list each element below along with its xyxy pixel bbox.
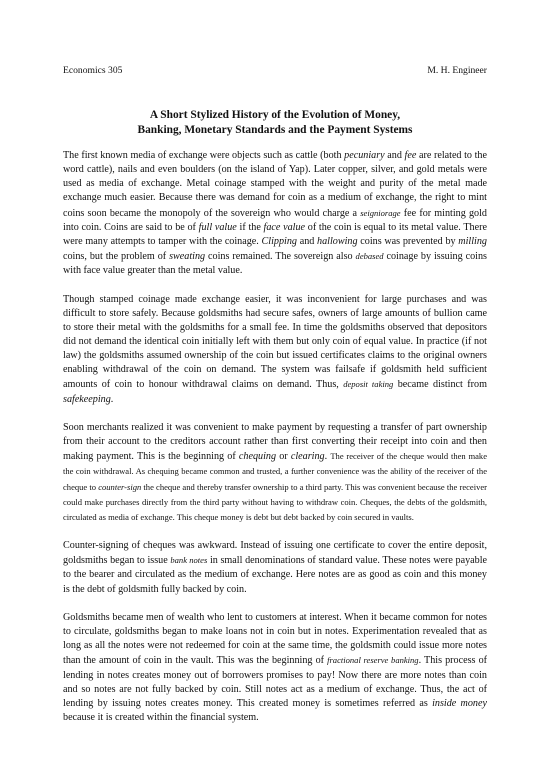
- emphasis: pecuniary: [344, 150, 385, 161]
- text-run: .: [110, 393, 114, 405]
- title-line-1: A Short Stylized History of the Evolution of Money,: [149, 109, 401, 121]
- emphasis: clearing: [290, 451, 325, 463]
- emphasis: face value: [263, 221, 306, 233]
- text-run: The receiver of the cheque would then make the coin withdrawal. As chequing became common and trusted, a further convenience was the ability of the receiver of the cheque to: [63, 451, 488, 492]
- text-run: and: [384, 150, 405, 161]
- emphasis: bank notes: [170, 555, 208, 566]
- text-run: are related to the word cattle), nails and even boulders (on the island of Yap). Later copper, silver, and gold metals were used as media of exchange. Metal coinage stamped with the weight and purity of the metal made exchange much easier. Because there was demand for coin as a medium of exchange, the right to mint coins soon became the monopoly of the sovereign who would charge a: [63, 150, 487, 219]
- text-run: The first known media of exchange were objects such as cattle (both: [63, 150, 345, 161]
- emphasis: hallowing: [317, 235, 358, 247]
- text-run: Counter-signing of cheques was awkward. Instead of issuing one certificate to cover the entire deposit, goldsmiths began to issue: [63, 540, 487, 567]
- document-body: [63, 149, 487, 739]
- text-run: . This process of lending in notes creates money out of borrowers promises to pay! Now there are more notes than coin and so notes are not fully backed by coin. Still notes act as a medium of exchange. Thus, the act of lending by issuing notes creates money. This created money is sometimes referred as: [63, 655, 488, 709]
- paragraph-bank-notes: [63, 539, 487, 597]
- text-run: coins remained. The sovereign also: [205, 251, 356, 263]
- text-run: Soon merchants realized it was convenient to make payment by requesting a transfer of part ownership from their account to the creditors account rather than first converting their receipt into coin and then making payment. This is the beginning of: [63, 421, 487, 463]
- text-run: and: [297, 235, 318, 247]
- text-run: coins, but the problem of: [63, 251, 170, 263]
- emphasis: fractional reserve banking: [327, 655, 419, 666]
- paragraph-fractional-reserve: [63, 611, 487, 725]
- emphasis: fee: [404, 150, 417, 161]
- text-run: the cheque and thereby transfer ownership to a third party. This was convenient because the receiver could make purchases directly from the third party without having to withdraw coin. Cheques, the debts of the goldsmith, circulated as media of exchange. This cheque money is debt but debt backed by coin secured in vaults.: [63, 481, 487, 522]
- emphasis: inside money: [432, 697, 487, 709]
- emphasis: deposit taking: [343, 379, 394, 390]
- emphasis: debased: [355, 251, 384, 262]
- emphasis: counter-sign: [98, 481, 142, 492]
- emphasis: milling: [458, 235, 487, 247]
- text-run: .: [324, 451, 331, 463]
- text-run: Goldsmiths became men of wealth who lent to customers at interest. When it became common for notes to circulate, goldsmiths began to make loans not in coin but in notes. Experimentation revealed that as long as all the notes were not redeemed for coin at the same time, the goldsmith could issue more notes than the amount of coin in the vault. This was the beginning of: [63, 611, 487, 667]
- emphasis: seigniorage: [360, 207, 401, 218]
- text-run: became distinct from: [393, 379, 487, 391]
- author-name: M. H. Engineer: [427, 65, 487, 76]
- text-run: coins was prevented by: [357, 235, 459, 247]
- text-run: if the: [236, 221, 264, 233]
- document-title: [63, 108, 487, 138]
- text-run: in small denominations of standard value. These notes were payable to the bearer and circulated as the medium of exchange. Here notes are as good as coin and this money is the debt of goldsmith fully backed by coin.: [63, 555, 487, 595]
- text-run: Though stamped coinage made exchange easier, it was inconvenient for large purchases and was difficult to store safely. Because goldsmiths had secure safes, owners of large amounts of bullion came to store their metal with the goldsmiths for a small fee. In time the goldsmiths observed that depositors did not demand the identical coin initially left with them but only coin of equal value. In practice (if not law) the goldsmiths assumed ownership of the coin but issued certificates claims to the original owners enabling withdrawal of the coin on demand. The system was failsafe if goldsmith held sufficient amounts of coin to honour withdrawal claims on demand. Thus,: [63, 293, 487, 391]
- text-run: fee for minting gold into coin. Coins are said to be of: [63, 207, 487, 233]
- paragraph-goldsmiths: [63, 293, 487, 407]
- emphasis: full value: [198, 221, 237, 233]
- text-run: or: [276, 451, 291, 463]
- emphasis: safekeeping: [63, 393, 111, 405]
- course-name: Economics 305: [63, 65, 123, 76]
- text-run: because it is created within the financial system.: [63, 712, 259, 724]
- text-run: of the coin is equal to its metal value. There were many attempts to tamper with the coinage.: [63, 221, 487, 247]
- running-header: [63, 65, 487, 76]
- emphasis: Clipping: [261, 235, 297, 247]
- paragraph-chequing: [63, 421, 487, 525]
- paragraph-coinage: [63, 149, 487, 278]
- text-run: coinage by issuing coins with face value greater than the metal value.: [63, 251, 487, 277]
- title-line-2: Banking, Monetary Standards and the Payment Systems: [137, 124, 413, 136]
- emphasis: sweating: [169, 251, 206, 263]
- emphasis: chequing: [238, 451, 277, 463]
